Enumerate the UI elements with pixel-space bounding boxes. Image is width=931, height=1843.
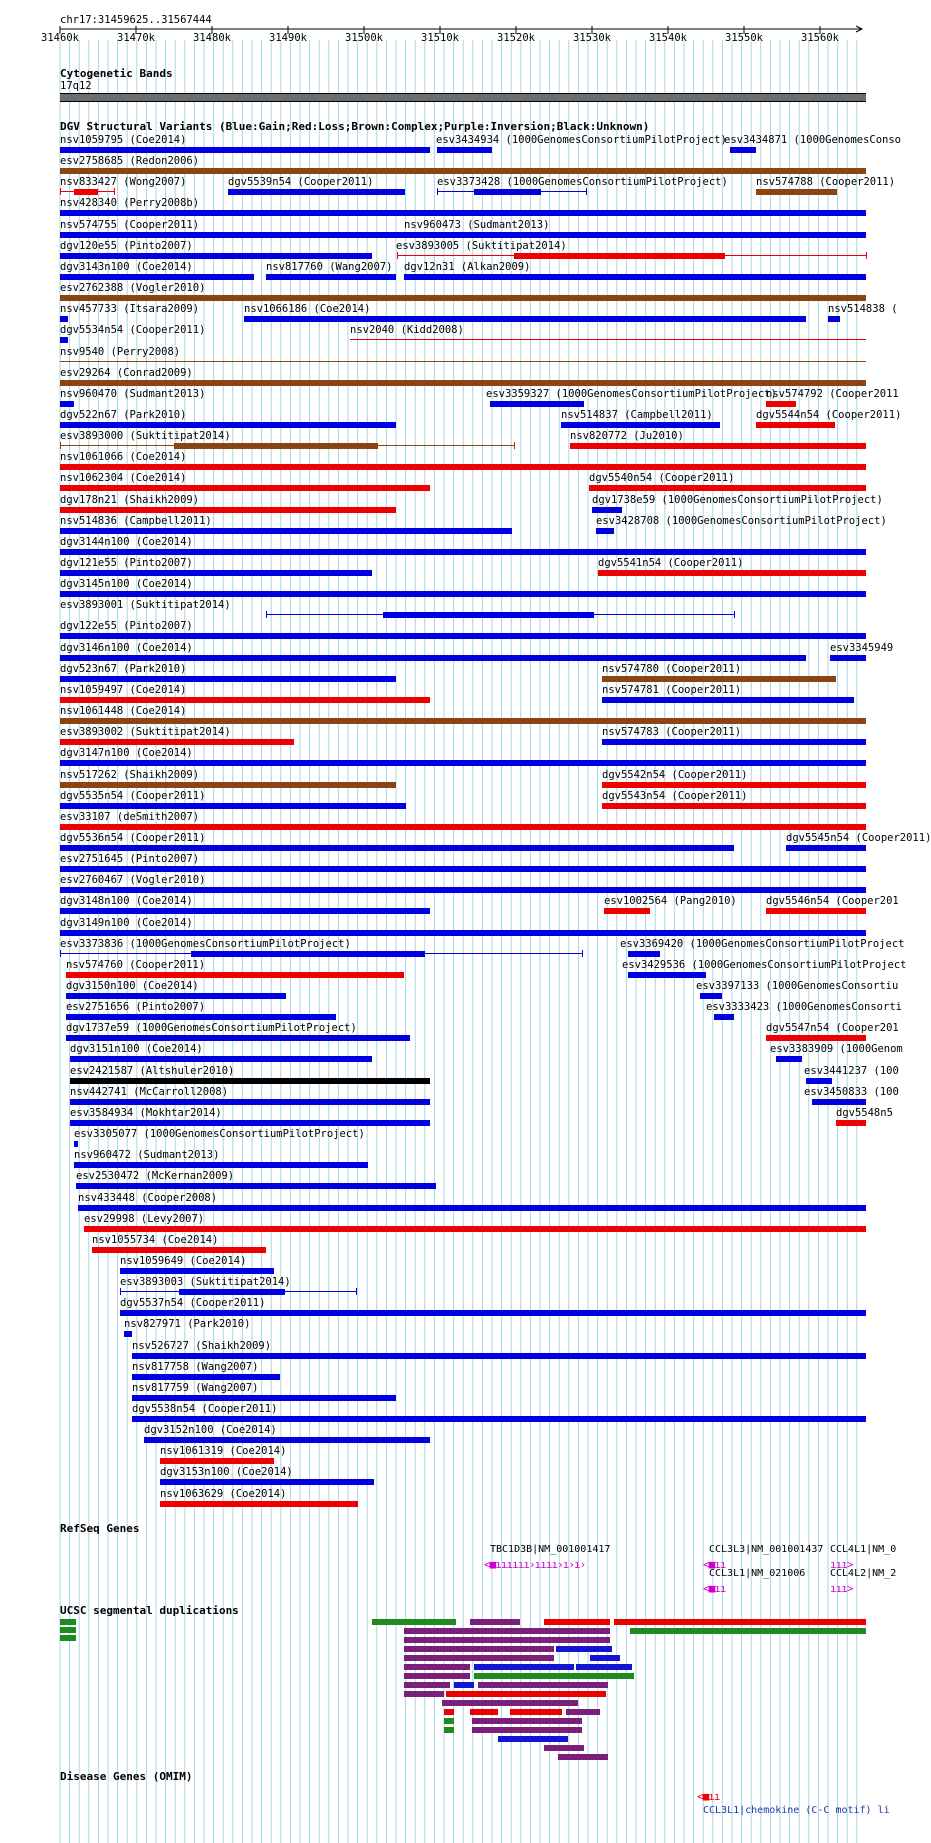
ruler-tick-label: 31480k: [193, 32, 231, 44]
ruler-tick-label: 31550k: [725, 32, 763, 44]
dgv-variant-label[interactable]: esv3893005 (Suktitipat2014): [396, 239, 567, 252]
dgv-variant-label[interactable]: dgv12n31 (Alkan2009): [404, 260, 531, 273]
segdup-block[interactable]: [404, 1646, 554, 1652]
dgv-variant-endcap: [734, 611, 735, 618]
dgv-variant-bar[interactable]: [120, 1310, 866, 1316]
dgv-variant-endcap: [437, 188, 438, 195]
dgv-variant-label[interactable]: dgv5547n54 (Cooper201: [766, 1022, 899, 1035]
segdup-block[interactable]: [404, 1637, 610, 1643]
dgv-variant-bar[interactable]: [700, 993, 722, 999]
dgv-variant-label[interactable]: esv2751645 (Pinto2007): [60, 853, 200, 866]
refseq-gene-glyph[interactable]: <■ıı: [703, 1582, 726, 1595]
ruler-tick-label: 31460k: [41, 32, 79, 44]
dgv-variant-endcap: [114, 188, 115, 195]
dgv-variant-label[interactable]: dgv121e55 (Pinto2007): [60, 557, 193, 569]
dgv-variant-bar[interactable]: [830, 655, 866, 661]
dgv-variant-label[interactable]: esv3441237 (100: [804, 1064, 899, 1077]
dgv-variant-label[interactable]: nsv1062304 (Coe2014): [60, 472, 187, 485]
dgv-variant-line[interactable]: [60, 361, 866, 362]
segdup-block[interactable]: [472, 1718, 582, 1724]
dgv-variant-bar[interactable]: [60, 485, 430, 491]
dgv-variant-label[interactable]: nsv1066186 (Coe2014): [244, 303, 371, 316]
dgv-variant-bar[interactable]: [474, 189, 541, 195]
dgv-variant-label[interactable]: esv2762388 (Vogler2010): [60, 282, 206, 295]
dgv-variant-label[interactable]: dgv1737e59 (1000GenomesConsortiumPilotProject): [66, 1022, 357, 1035]
refseq-gene-glyph[interactable]: <■ıııııı›ıııı›ı›ı›: [484, 1558, 586, 1571]
refseq-gene-label[interactable]: TBC1D3B|NM_001001417: [490, 1544, 611, 1555]
dgv-variant-bar[interactable]: [60, 908, 430, 914]
dgv-variant-endcap: [514, 442, 515, 449]
dgv-variant-bar[interactable]: [776, 1056, 802, 1062]
ruler-tick-label: 31490k: [269, 32, 307, 44]
refseq-gene-label[interactable]: CCL3L3|NM_001001437: [709, 1544, 824, 1555]
dgv-variant-label[interactable]: nsv1063629 (Coe2014): [160, 1487, 287, 1500]
dgv-variant-bar[interactable]: [604, 908, 650, 914]
dgv-variant-label[interactable]: nsv457733 (Itsara2009): [60, 303, 200, 316]
dgv-variant-bar[interactable]: [592, 507, 622, 513]
dgv-variant-endcap: [120, 1288, 121, 1295]
dgv-variant-bar[interactable]: [160, 1501, 358, 1507]
dgv-variant-bar[interactable]: [160, 1458, 274, 1464]
dgv-variant-bar[interactable]: [602, 676, 836, 682]
dgv-variant-bar[interactable]: [60, 253, 372, 259]
ruler-tick-label: 31520k: [497, 32, 535, 44]
segdup-block[interactable]: [404, 1628, 610, 1634]
dgv-variant-bar[interactable]: [598, 570, 866, 576]
refseq-gene-label[interactable]: CCL4L2|NM_2: [830, 1568, 897, 1579]
dgv-variant-bar[interactable]: [70, 1078, 430, 1084]
dgv-variant-bar[interactable]: [70, 1120, 430, 1126]
dgv-variant-bar[interactable]: [60, 676, 396, 682]
dgv-variant-bar[interactable]: [602, 782, 866, 788]
ruler-tick-label: 31510k: [421, 32, 459, 44]
dgv-variant-label[interactable]: esv29264 (Conrad2009): [60, 366, 193, 379]
dgv-variant-bar[interactable]: [514, 253, 725, 259]
segdup-block[interactable]: [498, 1736, 568, 1742]
dgv-variant-label[interactable]: dgv5543n54 (Cooper2011): [602, 789, 748, 802]
dgv-variant-bar[interactable]: [589, 485, 866, 491]
segdup-block[interactable]: [444, 1718, 454, 1724]
dgv-variant-label[interactable]: esv3584934 (Mokhtar2014): [70, 1106, 222, 1119]
segdup-block[interactable]: [576, 1664, 632, 1670]
segdup-block[interactable]: [630, 1628, 866, 1634]
dgv-variant-bar[interactable]: [60, 337, 68, 343]
segdup-block[interactable]: [442, 1700, 578, 1706]
dgv-variant-label[interactable]: nsv514836 (Campbell2011): [60, 514, 212, 527]
dgv-variant-label[interactable]: nsv1059649 (Coe2014): [120, 1254, 247, 1267]
segdup-block[interactable]: [566, 1709, 600, 1715]
segdup-block[interactable]: [404, 1655, 554, 1661]
dgv-variant-label[interactable]: nsv574780 (Cooper2011): [602, 662, 742, 675]
dgv-variant-bar[interactable]: [404, 232, 866, 238]
dgv-variant-endcap: [60, 950, 61, 957]
dgv-variant-bar[interactable]: [60, 824, 866, 830]
dgv-variant-label[interactable]: esv3429536 (1000GenomesConsortiumPilotProject: [622, 958, 907, 971]
segdup-block[interactable]: [556, 1646, 612, 1652]
omim-gene-glyph[interactable]: <■ıı: [697, 1790, 720, 1803]
dgv-variant-bar[interactable]: [756, 422, 835, 428]
dgv-variant-label[interactable]: dgv3144n100 (Coe2014): [60, 535, 193, 548]
dgv-variant-bar[interactable]: [60, 866, 866, 872]
dgv-variant-label[interactable]: dgv3146n100 (Coe2014): [60, 641, 193, 654]
segdup-block[interactable]: [404, 1664, 470, 1670]
dgv-variant-label[interactable]: nsv960470 (Sudmant2013): [60, 387, 206, 400]
dgv-variant-bar[interactable]: [628, 951, 660, 957]
dgv-variant-bar[interactable]: [836, 1120, 866, 1126]
segdup-block[interactable]: [544, 1619, 610, 1625]
dgv-variant-bar[interactable]: [74, 1141, 78, 1147]
omim-track-title[interactable]: Disease Genes (OMIM): [60, 1770, 193, 1783]
dgv-variant-bar[interactable]: [60, 760, 866, 766]
dgv-variant-label[interactable]: esv29998 (Levy2007): [84, 1212, 205, 1225]
dgv-variant-bar[interactable]: [179, 1289, 285, 1295]
dgv-variant-label[interactable]: nsv428340 (Perry2008b): [60, 197, 200, 210]
segdup-block[interactable]: [590, 1655, 620, 1661]
dgv-variant-bar[interactable]: [602, 803, 866, 809]
segdup-block[interactable]: [372, 1619, 456, 1625]
dgv-variant-label[interactable]: nsv833427 (Wong2007): [60, 176, 187, 189]
dgv-variant-label[interactable]: esv3333423 (1000GenomesConsorti: [706, 1001, 902, 1014]
dgv-variant-label[interactable]: nsv960472 (Sudmant2013): [74, 1149, 220, 1162]
segdup-block[interactable]: [404, 1673, 470, 1679]
dgv-variant-label[interactable]: dgv5544n54 (Cooper2011): [756, 408, 902, 421]
dgv-variant-label[interactable]: nsv827971 (Park2010): [124, 1318, 251, 1331]
dgv-variant-label[interactable]: esv3369420 (1000GenomesConsortiumPilotProject: [620, 937, 905, 950]
dgv-variant-label[interactable]: nsv574755 (Cooper2011): [60, 218, 200, 231]
segdup-block[interactable]: [474, 1673, 634, 1679]
dgv-variant-bar[interactable]: [132, 1395, 396, 1401]
segdup-block[interactable]: [614, 1619, 866, 1625]
dgv-variant-bar[interactable]: [66, 972, 404, 978]
dgv-variant-label[interactable]: esv3373428 (1000GenomesConsortiumPilotProject): [437, 176, 728, 189]
dgv-variant-label[interactable]: esv2530472 (McKernan2009): [76, 1170, 235, 1183]
segdup-block[interactable]: [60, 1619, 76, 1625]
dgv-variant-bar[interactable]: [60, 655, 806, 661]
dgv-variant-label[interactable]: dgv522n67 (Park2010): [60, 408, 187, 421]
dgv-variant-bar[interactable]: [602, 739, 866, 745]
segdup-track-title[interactable]: UCSC segmental duplications: [60, 1604, 239, 1617]
dgv-variant-label[interactable]: nsv817760 (Wang2007): [266, 260, 393, 273]
segdup-block[interactable]: [558, 1754, 608, 1760]
ruler-tick-label: 31500k: [345, 32, 383, 44]
dgv-variant-bar[interactable]: [144, 1437, 430, 1443]
segdup-block[interactable]: [474, 1664, 574, 1670]
dgv-variant-label[interactable]: nsv817758 (Wang2007): [132, 1360, 259, 1373]
dgv-variant-label[interactable]: dgv1738e59 (1000GenomesConsortiumPilotProject): [592, 493, 883, 506]
dgv-variant-label[interactable]: esv2421587 (Altshuler2010): [70, 1064, 235, 1077]
dgv-variant-endcap: [60, 188, 61, 195]
dgv-variant-bar[interactable]: [74, 189, 98, 195]
dgv-variant-bar[interactable]: [60, 168, 866, 174]
segdup-block[interactable]: [470, 1619, 520, 1625]
dgv-variant-label[interactable]: nsv1059795 (Coe2014): [60, 134, 187, 146]
dgv-variant-label[interactable]: dgv5540n54 (Cooper2011): [589, 472, 735, 485]
dgv-variant-bar[interactable]: [490, 401, 584, 407]
dgv-variant-bar[interactable]: [70, 1099, 430, 1105]
dgv-variant-bar[interactable]: [66, 1035, 410, 1041]
dgv-variant-bar[interactable]: [602, 697, 854, 703]
ruler-tick-label: 31470k: [117, 32, 155, 44]
dgv-variant-label[interactable]: esv3893000 (Suktitipat2014): [60, 430, 231, 443]
dgv-variant-bar[interactable]: [404, 274, 866, 280]
segdup-block[interactable]: [478, 1682, 608, 1688]
dgv-variant-label[interactable]: nsv514837 (Campbell2011): [561, 408, 713, 421]
segdup-block[interactable]: [454, 1682, 474, 1688]
dgv-variant-bar[interactable]: [756, 189, 837, 195]
dgv-variant-label[interactable]: nsv433448 (Cooper2008): [78, 1191, 218, 1204]
dgv-variant-bar[interactable]: [383, 612, 594, 618]
dgv-variant-bar[interactable]: [437, 147, 492, 153]
dgv-variant-label[interactable]: esv2760467 (Vogler2010): [60, 874, 206, 887]
dgv-variant-label[interactable]: esv2751656 (Pinto2007): [66, 1001, 206, 1014]
dgv-variant-bar[interactable]: [132, 1374, 280, 1380]
dgv-variant-bar[interactable]: [570, 443, 866, 449]
dgv-variant-label[interactable]: nsv517262 (Shaikh2009): [60, 768, 200, 781]
ruler-tick-label: 31560k: [801, 32, 839, 44]
dgv-variant-bar[interactable]: [174, 443, 378, 449]
dgv-variant-label[interactable]: dgv5546n54 (Cooper201: [766, 895, 899, 908]
dgv-variant-label[interactable]: dgv5536n54 (Cooper2011): [60, 831, 206, 844]
dgv-variant-label[interactable]: nsv442741 (McCarroll2008): [70, 1085, 229, 1098]
dgv-variant-label[interactable]: esv3450833 (100: [804, 1085, 899, 1098]
dgv-variant-bar[interactable]: [628, 972, 706, 978]
dgv-variant-bar[interactable]: [228, 189, 405, 195]
dgv-variant-label[interactable]: dgv5541n54 (Cooper2011): [598, 557, 744, 569]
dgv-variant-label[interactable]: nsv574792 (Cooper2011: [766, 387, 899, 400]
dgv-variant-bar[interactable]: [84, 1226, 866, 1232]
dgv-variant-label[interactable]: esv3893002 (Suktitipat2014): [60, 726, 231, 739]
dgv-variant-bar[interactable]: [60, 930, 866, 936]
segdup-block[interactable]: [510, 1709, 562, 1715]
dgv-variant-label[interactable]: esv33107 (deSmith2007): [60, 810, 200, 823]
refseq-track-title[interactable]: RefSeq Genes: [60, 1522, 140, 1535]
dgv-variant-label[interactable]: dgv5535n54 (Cooper2011): [60, 789, 206, 802]
dgv-variant-bar[interactable]: [766, 401, 796, 407]
ruler-tick-label: 31530k: [573, 32, 611, 44]
dgv-variant-label[interactable]: nsv820772 (Ju2010): [570, 430, 684, 443]
dgv-variant-label[interactable]: dgv5545n54 (Cooper2011): [786, 831, 931, 844]
dgv-variant-label[interactable]: nsv1061319 (Coe2014): [160, 1445, 287, 1458]
dgv-variant-bar[interactable]: [60, 697, 430, 703]
dgv-variant-bar[interactable]: [60, 528, 512, 534]
dgv-track-title[interactable]: DGV Structural Variants (Blue:Gain;Red:Loss;Brown:Complex;Purple:Inversion;Black:Unknown): [60, 120, 650, 133]
dgv-variant-bar[interactable]: [60, 380, 866, 386]
dgv-variant-label[interactable]: nsv817759 (Wang2007): [132, 1381, 259, 1394]
cytoband-label: 17q12: [60, 80, 92, 92]
dgv-variant-label[interactable]: dgv5539n54 (Cooper2011): [228, 176, 374, 189]
dgv-variant-bar[interactable]: [60, 210, 866, 216]
dgv-variant-bar[interactable]: [60, 739, 294, 745]
segdup-block[interactable]: [444, 1709, 454, 1715]
dgv-variant-label[interactable]: esv2758685 (Redon2006): [60, 155, 200, 168]
dgv-variant-label[interactable]: dgv5538n54 (Cooper2011): [132, 1403, 278, 1415]
dgv-variant-label[interactable]: dgv3148n100 (Coe2014): [60, 895, 193, 908]
dgv-variant-label[interactable]: esv3305077 (1000GenomesConsortiumPilotProject): [74, 1128, 365, 1141]
dgv-variant-bar[interactable]: [60, 274, 254, 280]
dgv-variant-label[interactable]: esv3893001 (Suktitipat2014): [60, 599, 231, 612]
dgv-variant-label[interactable]: esv3893003 (Suktitipat2014): [120, 1276, 291, 1289]
omim-gene-label[interactable]: CCL3L1|chemokine (C-C motif) li: [703, 1805, 890, 1816]
dgv-variant-bar[interactable]: [60, 887, 866, 893]
dgv-variant-bar[interactable]: [74, 1162, 368, 1168]
dgv-variant-bar[interactable]: [244, 316, 806, 322]
dgv-variant-label[interactable]: dgv5542n54 (Cooper2011): [602, 768, 748, 781]
segdup-block[interactable]: [404, 1691, 444, 1697]
dgv-variant-bar[interactable]: [60, 147, 430, 153]
dgv-variant-label[interactable]: esv3373836 (1000GenomesConsortiumPilotProject): [60, 937, 351, 950]
segdup-block[interactable]: [444, 1727, 454, 1733]
dgv-variant-label[interactable]: dgv5537n54 (Cooper2011): [120, 1297, 266, 1310]
dgv-variant-endcap: [266, 611, 267, 618]
dgv-variant-bar[interactable]: [60, 464, 866, 470]
dgv-variant-bar[interactable]: [70, 1056, 372, 1062]
dgv-variant-label[interactable]: esv1002564 (Pang2010): [604, 895, 737, 908]
dgv-variant-label[interactable]: dgv3149n100 (Coe2014): [60, 916, 193, 929]
dgv-variant-endcap: [866, 252, 867, 259]
dgv-variant-label[interactable]: esv3434871 (1000GenomesConso: [724, 134, 902, 146]
dgv-variant-bar[interactable]: [60, 549, 866, 555]
dgv-variant-bar[interactable]: [60, 718, 866, 724]
dgv-variant-bar[interactable]: [120, 1268, 274, 1274]
dgv-variant-label[interactable]: nsv1061066 (Coe2014): [60, 451, 187, 464]
dgv-variant-bar[interactable]: [60, 845, 734, 851]
ruler-tick-label: 31540k: [649, 32, 687, 44]
segdup-block[interactable]: [60, 1627, 76, 1633]
dgv-variant-label[interactable]: dgv178n21 (Shaikh2009): [60, 493, 200, 506]
dgv-variant-bar[interactable]: [60, 591, 866, 597]
refseq-gene-glyph[interactable]: ııı>: [830, 1558, 853, 1571]
dgv-variant-endcap: [582, 950, 583, 957]
dgv-variant-bar[interactable]: [812, 1099, 866, 1105]
dgv-variant-label[interactable]: dgv120e55 (Pinto2007): [60, 239, 193, 252]
dgv-variant-label[interactable]: esv3345949: [830, 641, 894, 654]
dgv-variant-endcap: [586, 188, 587, 195]
dgv-variant-label[interactable]: dgv3150n100 (Coe2014): [66, 980, 199, 992]
dgv-variant-bar[interactable]: [766, 1035, 866, 1041]
dgv-variant-label[interactable]: nsv574788 (Cooper2011): [756, 176, 896, 189]
dgv-variant-label[interactable]: nsv574781 (Cooper2011): [602, 683, 742, 696]
dgv-variant-label[interactable]: nsv1055734 (Coe2014): [92, 1233, 219, 1246]
dgv-variant-label[interactable]: nsv9540 (Perry2008): [60, 345, 181, 358]
dgv-variant-bar[interactable]: [60, 422, 396, 428]
dgv-variant-label[interactable]: dgv5548n5: [836, 1106, 893, 1119]
dgv-variant-bar[interactable]: [828, 316, 840, 322]
dgv-variant-label[interactable]: nsv1059497 (Coe2014): [60, 683, 187, 696]
dgv-variant-bar[interactable]: [60, 633, 866, 639]
dgv-variant-label[interactable]: nsv960473 (Sudmant2013): [404, 218, 550, 231]
dgv-variant-bar[interactable]: [66, 1014, 336, 1020]
dgv-variant-label[interactable]: dgv523n67 (Park2010): [60, 662, 187, 675]
dgv-variant-label[interactable]: dgv3151n100 (Coe2014): [70, 1043, 203, 1056]
dgv-variant-label[interactable]: nsv574760 (Cooper2011): [66, 958, 206, 971]
dgv-variant-bar[interactable]: [60, 295, 866, 301]
dgv-variant-label[interactable]: dgv3153n100 (Coe2014): [160, 1466, 293, 1479]
segdup-block[interactable]: [470, 1709, 498, 1715]
position-readout: chr17:31459625..31567444: [60, 14, 212, 26]
dgv-variant-label[interactable]: esv3434934 (1000GenomesConsortiumPilotProject): [436, 134, 727, 146]
segdup-block[interactable]: [60, 1635, 76, 1641]
dgv-variant-bar[interactable]: [714, 1014, 734, 1020]
dgv-variant-bar[interactable]: [806, 1078, 832, 1084]
dgv-variant-label[interactable]: nsv514838 (: [828, 303, 898, 316]
dgv-variant-bar[interactable]: [786, 845, 866, 851]
dgv-variant-bar[interactable]: [60, 782, 396, 788]
dgv-variant-bar[interactable]: [60, 803, 406, 809]
dgv-variant-label[interactable]: dgv3143n100 (Coe2014): [60, 260, 193, 273]
dgv-variant-label[interactable]: dgv3145n100 (Coe2014): [60, 578, 193, 591]
dgv-variant-label[interactable]: esv3359327 (1000GenomesConsortiumPilotProject): [486, 387, 777, 400]
refseq-gene-label[interactable]: CCL3L1|NM_021006: [709, 1568, 806, 1579]
segdup-block[interactable]: [446, 1691, 606, 1697]
dgv-variant-bar[interactable]: [60, 507, 396, 513]
dgv-variant-label[interactable]: dgv5534n54 (Cooper2011): [60, 324, 206, 337]
dgv-variant-label[interactable]: dgv122e55 (Pinto2007): [60, 620, 193, 633]
dgv-variant-label[interactable]: esv3428708 (1000GenomesConsortiumPilotProject): [596, 514, 887, 527]
dgv-variant-bar[interactable]: [191, 951, 426, 957]
dgv-variant-bar[interactable]: [60, 401, 74, 407]
cytoband-bar[interactable]: [60, 93, 866, 102]
dgv-variant-bar[interactable]: [60, 570, 372, 576]
dgv-variant-bar[interactable]: [561, 422, 720, 428]
refseq-gene-glyph[interactable]: ııı>: [830, 1582, 853, 1595]
dgv-variant-bar[interactable]: [76, 1183, 436, 1189]
dgv-variant-endcap: [356, 1288, 357, 1295]
dgv-variant-label[interactable]: nsv1061448 (Coe2014): [60, 705, 187, 718]
dgv-variant-bar[interactable]: [730, 147, 756, 153]
dgv-variant-bar[interactable]: [596, 528, 614, 534]
dgv-variant-bar[interactable]: [78, 1205, 866, 1211]
dgv-variant-label[interactable]: dgv3152n100 (Coe2014): [144, 1424, 277, 1437]
dgv-variant-bar[interactable]: [160, 1479, 374, 1485]
dgv-variant-bar[interactable]: [266, 274, 396, 280]
segdup-block[interactable]: [404, 1682, 450, 1688]
dgv-variant-bar[interactable]: [60, 316, 68, 322]
dgv-variant-endcap: [60, 442, 61, 449]
dgv-variant-label[interactable]: dgv3147n100 (Coe2014): [60, 747, 193, 760]
refseq-gene-label[interactable]: CCL4L1|NM_0: [830, 1544, 897, 1555]
dgv-variant-bar[interactable]: [124, 1331, 132, 1337]
dgv-variant-bar[interactable]: [66, 993, 286, 999]
dgv-variant-label[interactable]: esv3383909 (1000Genom: [770, 1043, 903, 1056]
dgv-variant-bar[interactable]: [766, 908, 866, 914]
refseq-gene-glyph[interactable]: <■ıı: [703, 1558, 726, 1571]
cytoband-track-title[interactable]: Cytogenetic Bands: [60, 67, 173, 80]
dgv-variant-label[interactable]: nsv2040 (Kidd2008): [350, 324, 464, 337]
segdup-block[interactable]: [544, 1745, 584, 1751]
dgv-variant-label[interactable]: nsv574783 (Cooper2011): [602, 726, 742, 739]
dgv-variant-label[interactable]: esv3397133 (1000GenomesConsortiu: [696, 980, 899, 992]
dgv-variant-line[interactable]: [350, 339, 866, 340]
dgv-variant-endcap: [397, 252, 398, 259]
dgv-variant-bar[interactable]: [132, 1353, 866, 1359]
dgv-variant-bar[interactable]: [92, 1247, 266, 1253]
dgv-variant-bar[interactable]: [132, 1416, 866, 1422]
dgv-variant-label[interactable]: nsv526727 (Shaikh2009): [132, 1339, 272, 1352]
segdup-block[interactable]: [472, 1727, 582, 1733]
